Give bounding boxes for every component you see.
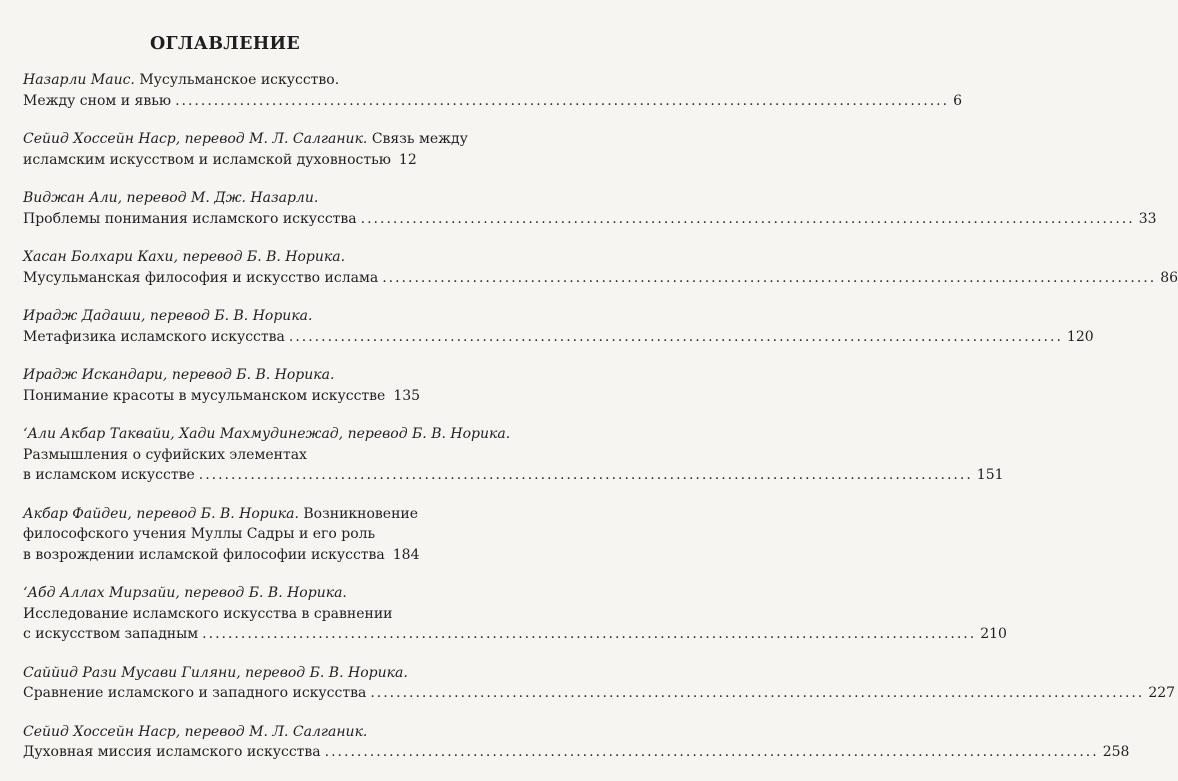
entry-last-line (23, 268, 1178, 289)
toc-entry (23, 247, 1178, 288)
toc-entry (23, 663, 1176, 704)
table-of-contents (23, 70, 1178, 781)
page-number: 135 (393, 387, 421, 404)
entry-last-line (23, 465, 1004, 486)
dot-leader: ........................................................................................................................ (370, 685, 1145, 701)
entry-author: Хасан Болхари Кахи, перевод Б. В. Норика. (23, 249, 346, 265)
entry-title-head: Связь между (367, 131, 468, 147)
entry-title-last: Проблемы понимания исламского искусства (23, 210, 357, 227)
entry-title-last: Между сном и явью (23, 92, 172, 109)
entry-title-last: в возрождении исламской философии искусства (23, 546, 385, 563)
toc-entry (23, 70, 963, 111)
page-number: 120 (1066, 328, 1094, 345)
entry-title-line: Исследование исламского искусства в сравнении (23, 605, 393, 622)
entry-first-line (23, 424, 511, 445)
entry-last-line (23, 386, 421, 407)
entry-first-line (23, 663, 415, 684)
toc-entry (23, 188, 1157, 229)
entry-last-line (23, 327, 1094, 348)
entry-first-line (23, 70, 415, 91)
entry-title-last: Понимание красоты в мусульманском искусстве (23, 387, 386, 404)
toc-entry (23, 583, 1007, 645)
entry-title-head: Возникновение (298, 505, 419, 522)
entry-last-line (23, 624, 1007, 645)
toc-entry (23, 306, 1094, 347)
toc-entry (23, 365, 421, 406)
entry-title-last: в исламском искусстве (23, 467, 195, 483)
page-number: 6 (953, 92, 963, 109)
entry-first-line (23, 188, 415, 209)
page-number: 258 (1102, 744, 1130, 760)
entry-title-last: Мусульманская философия и искусство ислама (23, 269, 379, 286)
entry-first-line (23, 129, 468, 150)
entry-first-line (23, 247, 415, 268)
entry-title-head: Мусульманское искусство. (134, 72, 340, 88)
entry-last-line (23, 209, 1157, 230)
entry-title-last: с искусством западным (23, 626, 199, 642)
entry-title-line: Размышления о суфийских элементах (23, 446, 307, 463)
entry-last-line (23, 91, 963, 112)
entry-last-line (23, 545, 420, 566)
entry-first-line (23, 722, 415, 743)
entry-author: Акбар Файдеи, перевод Б. В. Норика. (23, 505, 299, 522)
entry-last-line (23, 150, 415, 171)
entry-last-line (23, 683, 1176, 704)
entry-title-last: исламским искусством и исламской духовностью (23, 151, 391, 168)
page-number: 33 (1138, 210, 1157, 227)
entry-author: Сейид Хоссейн Наср, перевод М. Л. Салганик. (23, 723, 368, 740)
page-number: 184 (392, 546, 420, 563)
dot-leader: ........................................................................................................................ (175, 92, 950, 109)
entry-author: Сейид Хоссейн Наср, перевод М. Л. Салганик. (23, 131, 368, 147)
dot-leader: ........................................................................................................................ (288, 328, 1063, 345)
page-number: 151 (976, 467, 1004, 483)
entry-author: Ирадж Искандари, перевод Б. В. Норика. (23, 367, 335, 383)
entry-author: Саййид Рази Мусави Гиляни, перевод Б. В. Норика. (23, 664, 408, 681)
entry-author: ‘Али Акбар Таквайи, Хади Махмудинежад, перевод Б. В. Норика. (23, 426, 511, 442)
dot-leader: ........................................................................................................................ (360, 210, 1135, 227)
dot-leader: ........................................................................................................................ (198, 467, 973, 483)
entry-title-line: философского учения Муллы Садры и его роль (23, 526, 376, 542)
entry-first-line (23, 365, 415, 386)
page-number: 86 (1160, 269, 1178, 286)
entry-first-line (23, 504, 419, 525)
entry-last-line (23, 742, 1130, 763)
page-number: 12 (398, 151, 417, 168)
toc-entry (23, 722, 1130, 763)
toc-entry (23, 424, 1004, 486)
page-number: 227 (1148, 685, 1176, 701)
entry-title-last: Духовная миссия исламского искусства (23, 744, 321, 760)
entry-author: Виджан Али, перевод М. Дж. Назарли. (23, 190, 319, 206)
dot-leader: ........................................................................................................................ (382, 269, 1157, 286)
entry-author: Ирадж Дадаши, перевод Б. В. Норика. (23, 308, 313, 324)
entry-title-last: Метафизика исламского искусства (23, 328, 285, 345)
toc-entry (23, 504, 420, 566)
dot-leader: ........................................................................................................................ (324, 744, 1099, 760)
entry-title-last: Сравнение исламского и западного искусства (23, 685, 367, 701)
page-title: ОГЛАВЛЕНИЕ (149, 34, 301, 54)
dot-leader: ........................................................................................................................ (202, 626, 977, 642)
entry-author: Назарли Маис. (23, 72, 135, 88)
entry-first-line (23, 306, 415, 327)
entry-first-line (23, 583, 415, 604)
entry-author: ‘Абд Аллах Мирзайи, перевод Б. В. Норика. (23, 585, 347, 601)
page-number: 210 (980, 626, 1007, 642)
toc-entry (23, 129, 468, 170)
